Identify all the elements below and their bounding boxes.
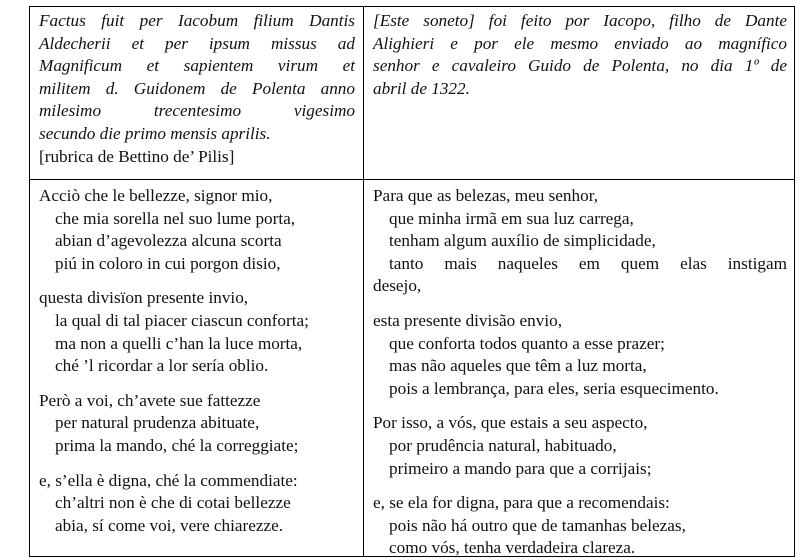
latin-line: Aldecherii et per ipsum missus ad [39,33,355,53]
verse-line: como vós, tenha verdadeira clareza. [389,538,636,558]
verse-line: e, se ela for digna, para que a recomendais: [373,493,670,513]
latin-line: secundo die primo mensis aprilis. [39,123,271,143]
verse-line: mas não aqueles que têm a luz morta, [389,356,647,376]
portuguese-sonnet-cell [364,180,795,557]
verse-line: abia, sí come voi, vere chiarezze. [55,515,284,535]
stanza [373,412,787,480]
stanza [373,310,787,400]
stanza [373,492,787,560]
rubrica-note: [rubrica de Bettino de’ Pilis] [39,146,235,166]
verse-line: che mia sorella nel suo lume porta, [55,208,296,228]
verse-line: questa divisïon presente invio, [39,288,249,308]
verse-line: per natural prudenza abituate, [55,413,260,433]
verse-line: por prudência natural, habituado, [389,435,617,455]
portuguese-header-line: abril de 1322. [373,78,470,98]
verse-line: la qual di tal piacer ciascun conforta; [55,310,309,330]
verse-line: pois a lembrança, para eles, seria esquecimento. [389,378,719,398]
latin-line: Magnificum et sapientem virum et [39,56,355,76]
latin-rubric-cell [30,7,363,179]
verse-line: ché ’l ricordar a lor sería oblio. [55,356,269,376]
portuguese-header-line: [Este soneto] foi feito por Iacopo, filho de Dante [373,11,787,30]
stanza [39,185,355,275]
verse-line: Por isso, a vós, que estais a seu aspecto, [373,413,648,433]
italian-sonnet-cell [30,180,363,557]
verse-line: Para que as belezas, meu senhor, [373,186,599,205]
portuguese-header-line: Alighieri e por ele mesmo enviado ao magnífico [373,33,787,53]
verse-line: que conforta todos quanto a esse prazer; [389,333,665,353]
verse-line: prima la mando, ché la correggiate; [55,435,299,455]
verse-line: esta presente divisão envio, [373,310,563,330]
stanza [39,390,355,458]
verse-line: abian d’agevolezza alcuna scorta [55,231,282,251]
verse-line: Però a voi, ch’avete sue fattezze [39,390,261,410]
latin-line: militem d. Guidonem de Polenta anno [39,78,355,98]
latin-line: Factus fuit per Iacobum filium Dantis [39,11,355,30]
verse-line: pois não há outro que de tamanhas belezas, [389,515,686,535]
stanza [373,185,787,298]
verse-line: ch’altri non è che di cotai bellezze [55,493,291,513]
verse-line: ma non a quelli c’han la luce morta, [55,333,303,353]
latin-line: milesimo trecentesimo vigesimo [39,101,355,121]
stanza [39,470,355,538]
verse-line: desejo, [373,276,422,296]
verse-line: primeiro a mando para que a corrijais; [389,458,652,478]
verse-line: tenham algum auxílio de simplicidade, [389,231,656,251]
verse-line: tanto mais naqueles em quem elas instigam [389,253,787,273]
verse-line: e, s’ella è digna, ché la commendiate: [39,470,298,490]
portuguese-rubric-cell [364,7,795,179]
stanza [39,287,355,377]
verse-line: Acciò che le bellezze, signor mio, [39,186,273,205]
portuguese-header-line: senhor e cavaleiro Guido de Polenta, no dia 1º de [373,56,787,76]
verse-line: que minha irmã em sua luz carrega, [389,208,634,228]
verse-line: piú in coloro in cui porgon disio, [55,253,281,273]
translation-table [29,6,795,557]
